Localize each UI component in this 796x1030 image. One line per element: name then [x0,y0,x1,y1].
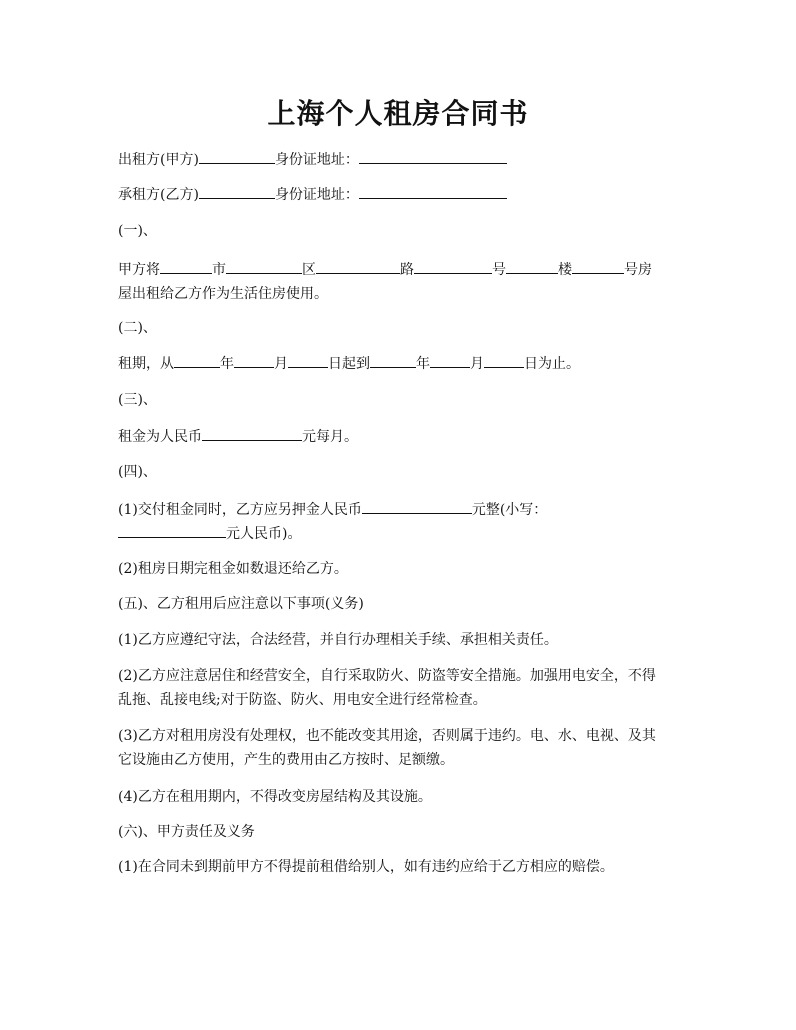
start-month-label: 月 [274,356,288,372]
lessee-label: 承租方(乙方) [118,187,199,203]
rent-suffix: 元每月。 [302,429,358,445]
lessee-line [118,183,678,207]
term-prefix: 租期，从 [118,356,174,372]
lessor-duty-clause-1: (1)在合同未到期前甲方不得提前租借给别人，如有违约应给于乙方相应的赔偿。 [118,859,614,875]
address-prefix: 甲方将 [118,262,160,278]
lessee-id-label: 身份证地址： [274,187,359,203]
deposit-middle: 元整(小写： [471,502,548,518]
obligation-clause-4: (4)乙方在租用期内，不得改变房屋结构及其设施。 [118,789,432,805]
deposit-lowercase-blank[interactable] [118,522,226,538]
end-year-blank[interactable] [370,352,416,368]
lessor-line [118,148,678,172]
term-line [118,352,678,376]
room-label: 号房 [624,262,652,278]
start-day-label: 日起到 [328,356,370,372]
building-label: 楼 [558,262,572,278]
start-year-label: 年 [220,356,234,372]
section-heading-4: (四)、 [118,464,157,480]
address-line-2: 屋出租给乙方作为生活住房使用。 [118,286,328,302]
start-year-blank[interactable] [174,352,220,368]
section-heading-5: (五)、乙方租用后应注意以下事项(义务) [118,596,364,612]
end-month-blank[interactable] [430,352,470,368]
obligation-clause-3: (3)乙方对租用房没有处理权，也不能改变其用途，否则属于违约。电、水、电视、及其它设施由乙方使用，产生的费用由乙方按时、足额缴。 [118,728,656,768]
city-label: 市 [212,262,226,278]
district-blank[interactable] [226,258,302,274]
city-blank[interactable] [160,258,212,274]
deposit-suffix: 元人民币)。 [226,526,302,542]
start-day-blank[interactable] [288,352,328,368]
refund-clause: (2)租房日期完租金如数退还给乙方。 [118,561,348,577]
section-heading-2: (二)、 [118,320,157,336]
end-month-label: 月 [470,356,484,372]
room-blank[interactable] [572,258,624,274]
building-blank[interactable] [506,258,558,274]
lessor-id-blank[interactable] [359,148,507,164]
document-title: 上海个人租房合同书 [267,97,529,130]
section-heading-1: (一)、 [118,223,157,239]
number-blank[interactable] [414,258,492,274]
road-label: 路 [400,262,414,278]
section-heading-3: (三)、 [118,392,157,408]
deposit-line [118,498,678,522]
rent-amount-blank[interactable] [202,425,302,441]
lessee-name-blank[interactable] [199,183,275,199]
end-year-label: 年 [416,356,430,372]
lessor-name-blank[interactable] [199,148,275,164]
deposit-line-2 [118,522,678,546]
lessor-label: 出租方(甲方) [118,152,199,168]
lessor-id-label: 身份证地址： [274,152,359,168]
road-blank[interactable] [316,258,400,274]
number-label: 号 [492,262,506,278]
address-line [118,258,678,282]
section-heading-6: (六)、甲方责任及义务 [118,824,255,840]
deposit-amount-blank[interactable] [362,498,472,514]
end-day-label: 日为止。 [524,356,580,372]
district-label: 区 [302,262,316,278]
obligation-clause-2: (2)乙方应注意居住和经营安全，自行采取防火、防盗等安全措施。加强用电安全，不得乱拖、乱接电线;对于防盗、防火、用电安全进行经常检查。 [118,668,656,708]
end-day-blank[interactable] [484,352,524,368]
lessee-id-blank[interactable] [359,183,507,199]
start-month-blank[interactable] [234,352,274,368]
rent-line [118,425,678,449]
deposit-prefix: (1)交付租金同时，乙方应另押金人民币 [118,502,362,518]
obligation-clause-1: (1)乙方应遵纪守法，合法经营，并自行办理相关手续、承担相关责任。 [118,632,558,648]
rent-prefix: 租金为人民币 [118,429,202,445]
